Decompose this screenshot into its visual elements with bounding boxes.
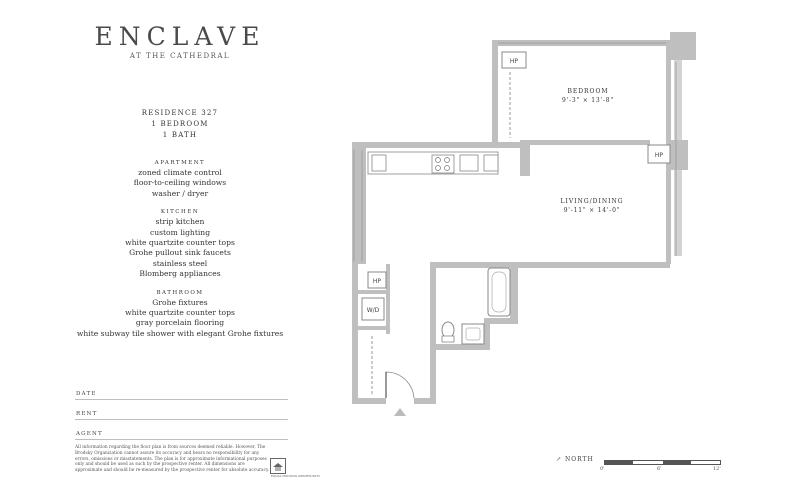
feature-item: white subway tile shower with elegant Grohe fixtures — [76, 328, 284, 338]
bedroom-label: BEDROOM — [567, 88, 609, 95]
feature-item: white quartzite counter tops — [125, 238, 235, 248]
cooktop-icon — [432, 155, 454, 173]
feature-item: Grohe fixtures — [152, 297, 208, 307]
bedroom-count: 1 BEDROOM — [151, 120, 209, 128]
north-label: NORTH — [564, 456, 594, 463]
brand-name: ENCLAVE — [94, 22, 266, 51]
section-heading-bathroom: BATHROOM — [156, 289, 204, 296]
walls — [352, 32, 696, 404]
living-label: LIVING/DINING — [560, 198, 624, 205]
inquiry-form — [75, 382, 288, 442]
feature-item: stainless steel — [152, 258, 208, 268]
section-heading-apartment: APARTMENT — [154, 160, 206, 166]
section-heading-kitchen: KITCHEN — [160, 209, 200, 216]
feature-item: Grohe pullout sink faucets — [129, 248, 231, 258]
feature-item: floor-to-ceiling windows — [133, 178, 227, 188]
scale-label-mid: 6' — [657, 466, 662, 472]
rent-field[interactable] — [75, 402, 288, 420]
feature-item: custom lighting — [149, 227, 211, 237]
hp-label: HP — [654, 152, 664, 159]
equal-housing-label: EQUAL HOUSING OPPORTUNITY — [271, 474, 320, 478]
scale-bar — [604, 460, 721, 465]
north-arrow-icon: ↗ — [556, 456, 563, 463]
agent-label: AGENT — [76, 431, 103, 437]
floor-plan — [340, 0, 730, 420]
residence-summary — [0, 108, 360, 141]
info-panel — [0, 0, 360, 500]
hp-label: HP — [372, 278, 382, 285]
scale-segment — [663, 461, 691, 464]
hp-label: HP — [509, 58, 519, 65]
dishwasher-icon — [484, 155, 498, 171]
entry-arrow-icon — [394, 408, 406, 416]
date-label: DATE — [76, 391, 97, 397]
bedroom-dims: 9'-3" × 13'-8" — [561, 97, 615, 104]
feature-item: zoned climate control — [138, 168, 222, 177]
feature-item: strip kitchen — [155, 217, 205, 227]
agent-field[interactable] — [75, 422, 288, 440]
date-field[interactable] — [75, 382, 288, 400]
refrigerator-icon — [372, 155, 386, 171]
living-dims: 9'-11" × 14'-0" — [563, 207, 621, 214]
feature-item: washer / dryer — [151, 188, 209, 198]
rent-label: RENT — [76, 411, 98, 417]
scale-label-end: 12' — [713, 466, 721, 472]
equal-housing-icon — [270, 458, 320, 478]
feature-item: gray porcelain flooring — [135, 318, 225, 328]
bath-count: 1 BATH — [162, 131, 198, 139]
features-list — [0, 158, 360, 339]
legal-disclaimer: All information regarding the floor plan is from sources deemed reliable. However, The Brodsky Organization cannot assure its accuracy and bears no responsibility for any errors, omissions or misstatements. The plan is for approximate informational purposes only and should be used as such by the prospective renter. All dimensions are approximate and should be re-measured by the prospective renter for absolute accuracy. — [75, 445, 270, 474]
scale-label-zero: 0' — [600, 466, 605, 472]
kitchen-sink-icon — [460, 155, 478, 171]
feature-item: white quartzite counter tops — [125, 308, 235, 318]
brand-subtitle: AT THE CATHEDRAL — [129, 52, 231, 60]
residence-name: RESIDENCE 327 — [141, 109, 219, 117]
scale-segment — [605, 461, 633, 464]
feature-item: Blomberg appliances — [139, 269, 221, 279]
north-indicator — [556, 456, 594, 463]
entry-door-swing — [386, 372, 414, 398]
wd-label: W/D — [366, 307, 380, 314]
